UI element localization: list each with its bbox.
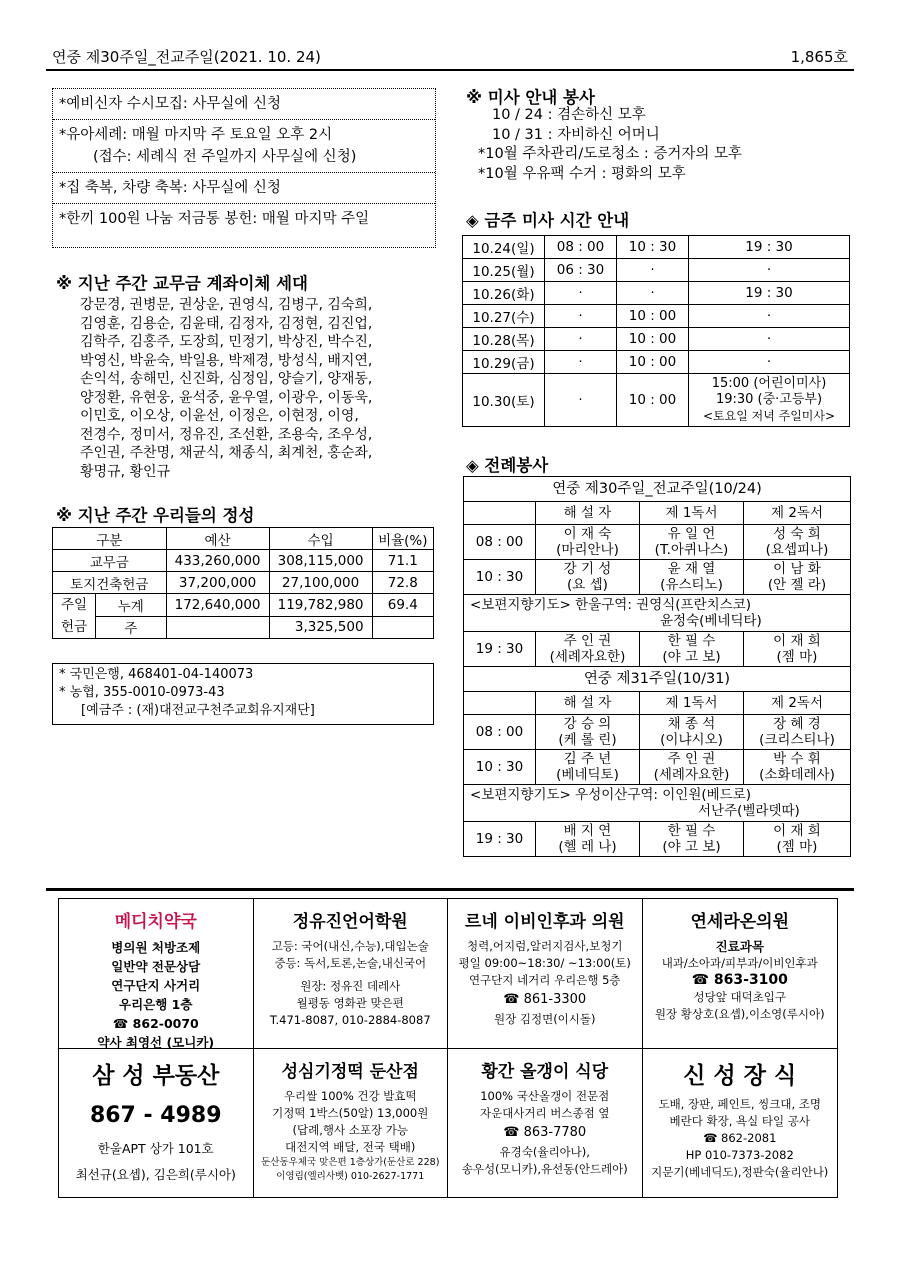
table-row — [464, 595, 851, 632]
ads-divider — [46, 888, 854, 891]
ad-line: 원장: 정유진 데레사 — [300, 979, 401, 993]
ad-line: ☎ 863-7780 — [503, 1125, 587, 1140]
minister-cell — [640, 715, 744, 750]
ad-line: ☎ 862-2081 — [703, 1131, 777, 1145]
minister-cell — [640, 750, 744, 785]
time-cell: 19 : 30 — [464, 632, 536, 667]
week-heading: 연중 제31주일(10/31) — [464, 667, 851, 692]
time-cell: 10 : 30 — [464, 750, 536, 785]
minister-name: 주 인 권 — [563, 633, 612, 649]
transfer-name-list — [80, 296, 440, 481]
minister-cell — [536, 525, 640, 560]
table-row — [53, 594, 434, 617]
column-header: 제 2독서 — [744, 502, 851, 525]
account-line: * 국민은행, 468401-04-140073 — [59, 667, 254, 682]
ad-line: 우리은행 1층 — [119, 997, 193, 1012]
time-cell: 08 : 00 — [464, 715, 536, 750]
mass-times-title: ◈ 금주 미사 시간 안내 — [466, 211, 630, 230]
service-line: 10 / 31 : 자비하신 어머니 — [492, 126, 660, 143]
mass-times-table — [462, 235, 850, 427]
minister-baptismal-name: (크리스티나) — [759, 732, 835, 748]
ad-line: 청력,어지럼,알러지검사,보청기 — [467, 939, 623, 953]
time-cell: · — [689, 305, 850, 328]
minister-name: 윤 재 열 — [667, 561, 716, 577]
ratio-cell: 69.4 — [372, 594, 433, 617]
table-row — [53, 616, 434, 639]
table-row — [464, 477, 851, 502]
column-header: 구분 — [53, 528, 167, 550]
time-cell: 10 : 30 — [464, 560, 536, 595]
date-cell: 10.26(화) — [463, 282, 545, 305]
minister-name: 이 재 희 — [773, 823, 821, 839]
budget-cell: 37,200,000 — [166, 572, 269, 594]
name-line: 전경수, 정미서, 정유진, 조선환, 조용숙, 조우성, — [80, 426, 373, 443]
week-heading: 연중 제30주일_전교주일(10/24) — [464, 477, 851, 502]
minister-name: 박 수 휘 — [773, 751, 821, 767]
service-line: *10월 주차관리/도로청소 : 증거자의 모후 — [478, 146, 743, 162]
seongsim-rice-cake-ad — [254, 1049, 449, 1197]
minister-cell — [744, 750, 851, 785]
ad-line: 월평동 영화관 맞은편 — [296, 996, 404, 1010]
minister-baptismal-name: (요 셉) — [567, 577, 608, 593]
notice-box — [52, 88, 436, 248]
time-cell: 10 : 30 — [617, 236, 689, 259]
time-cell: · — [689, 328, 850, 351]
notice-item — [53, 204, 435, 234]
time-cell: · — [545, 351, 617, 374]
ad-line: T.471-8087, 010-2884-8087 — [269, 1013, 431, 1027]
minister-cell — [640, 822, 744, 857]
minister-name: 강 기 성 — [563, 561, 612, 577]
notice-text: *예비신자 수시모집: 사무실에 신청 — [59, 96, 282, 112]
ad-line: 일반약 전문상담 — [111, 959, 201, 974]
ad-title: 연세라온의원 — [690, 912, 790, 932]
ad-line: 100% 국산올갱이 전문점 — [480, 1089, 610, 1103]
time-cell: 08 : 00 — [464, 525, 536, 560]
income-cell: 308,115,000 — [269, 550, 372, 572]
transfer-title: ※ 지난 주간 교무금 계좌이체 세대 — [56, 274, 308, 293]
table-row — [464, 750, 851, 785]
minister-baptismal-name: (젬 마) — [776, 839, 818, 855]
name-line: 박영신, 박윤숙, 박일용, 박제경, 방성식, 배지연, — [80, 352, 373, 369]
ad-line: 원장 황상호(요셉),이소영(루시아) — [654, 1007, 825, 1021]
time-cell: · — [617, 259, 689, 282]
ad-line: 이영림(엘리사벳) 010-2627-1771 — [276, 1171, 425, 1182]
prayer-note-line: <보편지향기도> 우성이산구역: 이인원(베드로) — [470, 787, 752, 803]
ad-line: 약사 최영선 (모니카) — [97, 1035, 215, 1049]
minister-cell — [744, 525, 851, 560]
header-divider — [46, 69, 854, 71]
prayer-note-line: 서난주(벨라뎃따) — [698, 803, 800, 819]
minister-baptismal-name: (젬 마) — [776, 649, 818, 665]
minister-name: 주 인 권 — [667, 751, 716, 767]
minister-baptismal-name: (야 고 보) — [662, 649, 721, 665]
row-label — [53, 594, 96, 639]
date-cell: 10.28(목) — [463, 328, 545, 351]
minister-name: 이 재 희 — [773, 633, 821, 649]
ad-line: 최선규(요셉), 김은희(루시아) — [75, 1167, 236, 1182]
notice-item — [53, 120, 435, 173]
table-row — [463, 259, 850, 282]
minister-baptismal-name: (T.아퀴나스) — [654, 542, 729, 558]
minister-name: 성 숙 희 — [773, 526, 821, 542]
row-label: 토지건축헌금 — [53, 572, 167, 594]
minister-baptismal-name: (유스티노) — [660, 577, 723, 593]
ad-line: (답례,행사 소포장 가능 — [292, 1123, 408, 1137]
name-line: 손익석, 송해민, 신진화, 심정임, 양슬기, 양재동, — [80, 371, 373, 387]
notice-item — [53, 89, 435, 120]
table-row — [464, 502, 851, 525]
table-row — [463, 374, 850, 427]
service-line: *10월 우유팩 수거 : 평화의 모후 — [478, 165, 686, 182]
minister-cell — [536, 822, 640, 857]
time-cell: · — [545, 374, 617, 427]
time-cell: · — [545, 282, 617, 305]
name-line: 김영훈, 김용순, 김윤태, 김정자, 김정현, 김진업, — [80, 315, 373, 332]
minister-baptismal-name: (마리안나) — [556, 542, 619, 558]
ad-line: 연구단지 사거리 — [111, 978, 201, 993]
table-row — [464, 560, 851, 595]
table-row — [464, 785, 851, 822]
time-cell — [689, 374, 850, 427]
time-cell: 10 : 00 — [617, 305, 689, 328]
table-row — [463, 351, 850, 374]
offering-table — [52, 527, 434, 639]
ad-line: 지문기(베네딕도),정판숙(율리안나) — [651, 1165, 829, 1179]
ratio-cell: 71.1 — [372, 550, 433, 572]
bulletin-date: 연중 제30주일_전교주일(2021. 10. 24) — [52, 48, 321, 66]
ad-line: HP 010-7373-2082 — [685, 1148, 794, 1162]
ad-line: 한울APT 상가 101호 — [97, 1141, 214, 1156]
liturgy-title: ◈ 전례봉사 — [466, 456, 549, 475]
time-line: <토요일 저녁 주일미사> — [702, 409, 836, 423]
table-row — [463, 236, 850, 259]
table-row — [464, 822, 851, 857]
name-line: 황명규, 황인규 — [80, 463, 171, 480]
minister-cell — [536, 632, 640, 667]
row-label: 누계 — [96, 594, 167, 617]
time-cell: · — [545, 305, 617, 328]
column-header: 비율(%) — [372, 528, 433, 550]
row-label: 교무금 — [53, 550, 167, 572]
minister-name: 김 주 년 — [563, 751, 612, 767]
prayer-note — [464, 595, 851, 632]
notice-text: *유아세례: 매월 마지막 주 토요일 오후 2시 — [59, 127, 333, 143]
ad-line: 연구단지 네거리 우리은행 5층 — [468, 973, 621, 987]
ad-line: 원장 김정면(이시돌) — [494, 1012, 596, 1026]
minister-name: 한 필 수 — [667, 823, 716, 839]
medici-pharmacy-ad — [59, 899, 254, 1049]
time-cell: 10 : 00 — [617, 351, 689, 374]
account-holder: [예금주 : (재)대전교구천주교회유지재단] — [81, 703, 315, 718]
minister-cell — [640, 632, 744, 667]
income-cell: 119,782,980 — [269, 594, 372, 617]
minister-name: 채 종 석 — [667, 716, 716, 732]
time-line: 19:30 (중·고등부) — [715, 392, 823, 407]
jeongyujin-academy-ad — [254, 899, 449, 1049]
date-cell: 10.30(토) — [463, 374, 545, 427]
minister-name: 이 남 화 — [773, 561, 821, 577]
minister-cell — [744, 822, 851, 857]
prayer-note-line: <보편지향기도> 한울구역: 권영식(프란치스코) — [470, 597, 752, 613]
time-cell: 08 : 00 — [545, 236, 617, 259]
ad-line: 송우성(모니카),유선동(안드레아) — [461, 1162, 628, 1176]
column-header: 제 1독서 — [640, 502, 744, 525]
column-header: 예산 — [166, 528, 269, 550]
column-header: 제 2독서 — [744, 692, 851, 715]
table-row — [464, 525, 851, 560]
bank-accounts — [52, 663, 434, 725]
yonsei-raon-clinic-ad — [643, 899, 838, 1049]
minister-baptismal-name: (야 고 보) — [662, 839, 721, 855]
table-row — [463, 282, 850, 305]
notice-item — [53, 173, 435, 204]
ad-line: ☎ 862-0070 — [112, 1016, 199, 1031]
minister-baptismal-name: (안 젤 라) — [767, 577, 827, 593]
ad-title: 황간 올갱이 식당 — [481, 1062, 609, 1082]
ad-line: 도배, 장판, 페인트, 씽크대, 조명 — [658, 1097, 822, 1111]
ad-line: 성당앞 대덕초입구 — [693, 990, 787, 1004]
column-header — [464, 692, 536, 715]
minister-cell — [744, 632, 851, 667]
time-cell: 19 : 30 — [464, 822, 536, 857]
ad-line: 중등: 독서,토론,논술,내신국어 — [274, 956, 427, 970]
column-header: 해 설 자 — [536, 502, 640, 525]
minister-baptismal-name: (이냐시오) — [660, 732, 723, 748]
notice-text: *한끼 100원 나눔 저금통 봉헌: 매월 마지막 주일 — [59, 211, 370, 227]
notice-subtext: (접수: 세례식 전 주일까지 사무실에 신청) — [93, 149, 357, 165]
offering-label: 헌금 — [60, 619, 88, 635]
liturgy-table — [463, 476, 851, 857]
time-line: 15:00 (어린이미사) — [711, 376, 827, 391]
samsung-realestate-ad — [59, 1049, 254, 1197]
budget-cell: 172,640,000 — [166, 594, 269, 617]
minister-name: 유 일 언 — [667, 526, 716, 542]
ad-title: 삼 성 부동산 — [92, 1063, 220, 1089]
minister-cell — [536, 715, 640, 750]
income-cell: 27,100,000 — [269, 572, 372, 594]
table-row — [464, 632, 851, 667]
ad-line: 유경숙(율리아나), — [499, 1145, 590, 1159]
table-row — [463, 328, 850, 351]
date-cell: 10.24(일) — [463, 236, 545, 259]
date-cell: 10.29(금) — [463, 351, 545, 374]
minister-baptismal-name: (베네딕토) — [556, 767, 619, 783]
minister-baptismal-name: (세례자요한) — [549, 649, 626, 665]
ad-line: 우리쌀 100% 건강 발효떡 — [283, 1089, 417, 1103]
ad-title: 메디치약국 — [114, 912, 197, 932]
ad-line: 내과/소아과/피부과/이비인후과 — [661, 956, 818, 970]
sinseong-interior-ad — [643, 1049, 838, 1197]
service-line: 10 / 24 : 겸손하신 모후 — [492, 107, 646, 123]
minister-cell — [744, 715, 851, 750]
minister-name: 배 지 연 — [563, 823, 612, 839]
date-cell: 10.27(수) — [463, 305, 545, 328]
rene-ent-clinic-ad — [448, 899, 643, 1049]
ad-title: 르네 이비인후과 의원 — [464, 912, 625, 932]
ad-title: 정유진언어학원 — [292, 912, 408, 932]
budget-cell: 433,260,000 — [166, 550, 269, 572]
row-label: 주 — [96, 616, 167, 639]
budget-cell — [166, 616, 269, 639]
time-cell: 19 : 30 — [689, 236, 850, 259]
minister-name: 한 필 수 — [667, 633, 716, 649]
time-cell: · — [689, 351, 850, 374]
minister-name: 장 혜 경 — [773, 716, 821, 732]
income-cell: 3,325,500 — [269, 616, 372, 639]
minister-cell — [640, 560, 744, 595]
minister-baptismal-name: (헬 레 나) — [558, 839, 617, 855]
offering-title: ※ 지난 주간 우리들의 정성 — [56, 506, 255, 525]
column-header — [464, 502, 536, 525]
ad-line: 둔산동우체국 맞은편 1층상가(둔산로 228) — [261, 1157, 440, 1168]
ad-line: 베란다 확장, 욕실 타일 공사 — [669, 1114, 810, 1128]
name-line: 김학주, 김홍주, 도장희, 민정기, 박상진, 박수진, — [80, 334, 373, 350]
table-row — [464, 667, 851, 692]
time-cell: 06 : 30 — [545, 259, 617, 282]
prayer-note — [464, 785, 851, 822]
mass-service-list — [478, 106, 742, 184]
ad-line: ☎ 863-3100 — [691, 972, 788, 988]
notice-text: *집 축복, 차량 축복: 사무실에 신청 — [59, 180, 281, 196]
mass-service-title: ※ 미사 안내 봉사 — [466, 88, 595, 107]
table-header-row — [53, 528, 434, 550]
minister-cell — [536, 750, 640, 785]
name-line: 강문경, 권병문, 권상운, 권영식, 김병구, 김숙희, — [80, 297, 373, 313]
time-cell: · — [689, 259, 850, 282]
minister-name: 이 재 숙 — [563, 526, 612, 542]
ratio-cell — [372, 616, 433, 639]
issue-number: 1,865호 — [790, 48, 848, 66]
table-row — [464, 715, 851, 750]
ad-line: 진료과목 — [715, 939, 764, 954]
sunday-label: 주일 — [60, 597, 88, 613]
ad-line: 평일 09:00~18:30/ ~13:00(토) — [458, 956, 631, 970]
name-line: 양정환, 유현웅, 윤석중, 윤우열, 이광우, 이동욱, — [80, 389, 373, 406]
name-line: 주인권, 주찬명, 채균식, 채종식, 최계천, 홍순좌, — [80, 445, 373, 461]
column-header: 해 설 자 — [536, 692, 640, 715]
table-row — [463, 305, 850, 328]
time-cell: · — [545, 328, 617, 351]
ad-title: 성심기정떡 둔산점 — [281, 1062, 419, 1082]
column-header: 수입 — [269, 528, 372, 550]
ad-line: 대전지역 배달, 전국 택배) — [285, 1140, 416, 1154]
ad-line: 병의원 처방조제 — [111, 940, 201, 955]
minister-name: 강 승 의 — [563, 716, 612, 732]
minister-baptismal-name: (케 롤 린) — [558, 732, 617, 748]
ad-line: 기정떡 1박스(50알) 13,000원 — [272, 1106, 429, 1120]
time-cell: · — [617, 282, 689, 305]
time-cell: 19 : 30 — [689, 282, 850, 305]
hwanggan-restaurant-ad — [448, 1049, 643, 1197]
ad-title: 신 성 장 식 — [683, 1063, 797, 1089]
minister-cell — [640, 525, 744, 560]
name-line: 이민호, 이오상, 이윤선, 이정은, 이현정, 이영, — [80, 408, 359, 424]
time-cell: 10 : 00 — [617, 328, 689, 351]
time-cell: 10 : 00 — [617, 374, 689, 427]
minister-cell — [744, 560, 851, 595]
column-header: 제 1독서 — [640, 692, 744, 715]
ad-line: 자운대사거리 버스종점 옆 — [479, 1106, 610, 1120]
ads-section — [58, 898, 838, 1198]
table-row — [464, 692, 851, 715]
prayer-note-line: 윤정숙(베네딕타) — [660, 613, 762, 629]
ad-line: ☎ 861-3300 — [503, 992, 587, 1007]
ad-line: 고등: 국어(내신,수능),대입논술 — [271, 939, 429, 953]
table-row — [53, 550, 434, 572]
minister-baptismal-name: (요셉피나) — [765, 542, 829, 558]
minister-baptismal-name: (세례자요한) — [653, 767, 730, 783]
minister-baptismal-name: (소화데레사) — [759, 767, 835, 783]
ad-line: 867 - 4989 — [89, 1103, 222, 1128]
table-row — [53, 572, 434, 594]
account-line: * 농협, 355-0010-0973-43 — [59, 685, 225, 700]
minister-cell — [536, 560, 640, 595]
ratio-cell: 72.8 — [372, 572, 433, 594]
date-cell: 10.25(월) — [463, 259, 545, 282]
